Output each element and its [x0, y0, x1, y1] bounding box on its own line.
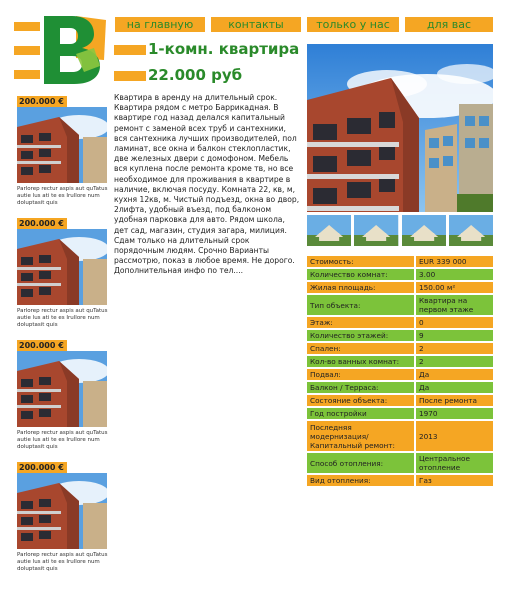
spec-row: [307, 356, 493, 367]
listing-thumbnail[interactable]: [17, 351, 107, 427]
logo[interactable]: [14, 14, 106, 86]
spec-value: 2: [416, 356, 493, 367]
spec-value: 150.00 м²: [416, 282, 493, 293]
main-photo[interactable]: [307, 44, 493, 212]
spec-key: Количество комнат:: [307, 269, 414, 280]
specs-table: [307, 256, 493, 488]
spec-key: Этаж:: [307, 317, 414, 328]
nav-exclusive[interactable]: только у нас: [307, 17, 399, 32]
spec-row: [307, 453, 493, 473]
spec-row: [307, 295, 493, 315]
nav-for-you[interactable]: для вас: [405, 17, 493, 32]
description-text: Квартира в аренду на длительный срок. Квартира рядом с метро Баррикадная. В квартире год назад делался капитальный ремонт с заменой всех труб и сантехники, вся сантехника лучших производителей, пол ламинат, все окна и балкон стеклопластик, две железных двери с домофоном. Мебель вся куплена после ремонта кроме тв, но все необходимое для проживания в квартире в наличие, включая посуду. Комната 22, кв, м, кухня 12кв, м. Чистый подъезд, окна во двор, 2лифта, удобный въезд, под балконом удобная парковка для авто. Рядом школа, дет сад, магазин, студия загара, милиция. Сдам только на длительный срок порядочным людям. Срочно Варианты рассмотрю, показ в любое время. Не дорого. Дополнительная инфо по тел....: [114, 93, 300, 276]
spec-value: 2013: [416, 421, 493, 451]
spec-key: Вид отопления:: [307, 475, 414, 486]
spec-value: Да: [416, 382, 493, 393]
listing-thumbnail[interactable]: [17, 107, 107, 183]
photo-thumbnail[interactable]: [354, 215, 398, 246]
spec-value: Газ: [416, 475, 493, 486]
spec-value: 9: [416, 330, 493, 341]
spec-key: Стоимость:: [307, 256, 414, 267]
logo-b-icon: [14, 14, 106, 86]
spec-key: Способ отопления:: [307, 453, 414, 473]
spec-value: 3.00: [416, 269, 493, 280]
listing-description: [114, 93, 300, 277]
spec-value: Центральное отопление: [416, 453, 493, 473]
listing-caption: Parlorep rectur aspis aut quTatus autie lus ati te es Irullore num doluptasit quis: [17, 186, 108, 206]
spec-row: [307, 408, 493, 419]
spec-key: Кол-во ванных комнат:: [307, 356, 414, 367]
spec-value: 0: [416, 317, 493, 328]
spec-value: 2: [416, 343, 493, 354]
photo-thumbnail-strip: [307, 215, 493, 246]
spec-key: Подвал:: [307, 369, 414, 380]
spec-key: Тип объекта:: [307, 295, 414, 315]
page-title: 1-комн. квартира: [148, 40, 300, 58]
spec-row: [307, 282, 493, 293]
spec-value: Да: [416, 369, 493, 380]
photo-thumbnail[interactable]: [402, 215, 446, 246]
nav-home[interactable]: на главную: [115, 17, 205, 32]
spec-key: Год постройки: [307, 408, 414, 419]
listing-thumbnail[interactable]: [17, 473, 107, 549]
spec-key: Спален:: [307, 343, 414, 354]
spec-row: [307, 269, 493, 280]
spec-value: После ремонта: [416, 395, 493, 406]
spec-key: Балкон / Терраса:: [307, 382, 414, 393]
listing-caption: Parlorep rectur aspis aut quTatus autie lus ati te es Irullore num doluptasit quis: [17, 552, 108, 572]
spec-row: [307, 343, 493, 354]
spec-key: Последняя модернизация/ Капитальный ремонт:: [307, 421, 414, 451]
price-bar-decor: [114, 71, 146, 81]
spec-value: 1970: [416, 408, 493, 419]
listing-price-tag: 200.000 €: [17, 218, 67, 229]
spec-key: Количество этажей:: [307, 330, 414, 341]
listing-price-tag: 200.000 €: [17, 96, 67, 107]
spec-row: [307, 382, 493, 393]
spec-row: [307, 330, 493, 341]
title-bar-decor: [114, 45, 146, 55]
listing-caption: Parlorep rectur aspis aut quTatus autie lus ati te es Irullore num doluptasit quis: [17, 308, 108, 328]
spec-key: Жилая площадь:: [307, 282, 414, 293]
spec-row: [307, 369, 493, 380]
photo-thumbnail[interactable]: [307, 215, 351, 246]
photo-thumbnail[interactable]: [449, 215, 493, 246]
spec-value: EUR 339 000: [416, 256, 493, 267]
listing-price-tag: 200.000 €: [17, 340, 67, 351]
nav-contacts[interactable]: контакты: [211, 17, 301, 32]
spec-row: [307, 421, 493, 451]
listing-price: 22.000 руб: [148, 66, 243, 84]
spec-key: Состояние объекта:: [307, 395, 414, 406]
spec-row: [307, 256, 493, 267]
spec-row: [307, 317, 493, 328]
spec-value: Квартира на первом этаже: [416, 295, 493, 315]
listing-caption: Parlorep rectur aspis aut quTatus autie lus ati te es Irullore num doluptasit quis: [17, 430, 108, 450]
listing-thumbnail[interactable]: [17, 229, 107, 305]
spec-row: [307, 475, 493, 486]
listing-price-tag: 200.000 €: [17, 462, 67, 473]
spec-row: [307, 395, 493, 406]
